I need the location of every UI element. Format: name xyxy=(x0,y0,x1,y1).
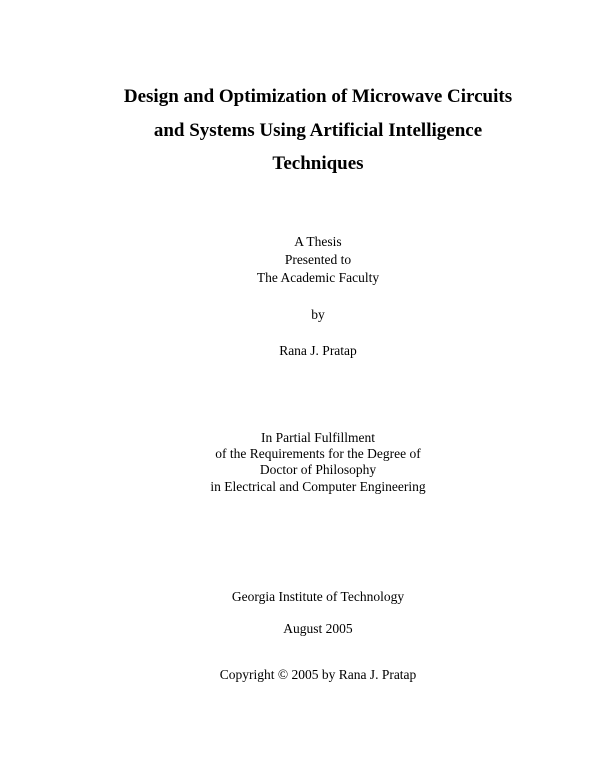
title-line-3: Techniques xyxy=(272,153,364,174)
submission-line-3: The Academic Faculty xyxy=(256,270,380,285)
copyright-notice: Copyright © 2005 by Rana J. Pratap xyxy=(219,667,417,682)
submission-line-2: Presented to xyxy=(284,252,352,267)
title-line-2: and Systems Using Artificial Intelligence xyxy=(153,120,483,141)
title-line-1: Design and Optimization of Microwave Circuits xyxy=(123,86,513,107)
fulfillment-line-2: of the Requirements for the Degree of xyxy=(215,446,421,461)
author-name: Rana J. Pratap xyxy=(279,343,357,358)
institution-name: Georgia Institute of Technology xyxy=(231,589,405,604)
submission-date: August 2005 xyxy=(283,621,353,636)
fulfillment-line-3: Doctor of Philosophy xyxy=(259,462,377,477)
by-label: by xyxy=(311,307,325,322)
submission-line-1: A Thesis xyxy=(294,234,342,249)
fulfillment-line-4: in Electrical and Computer Engineering xyxy=(210,479,426,494)
fulfillment-line-1: In Partial Fulfillment xyxy=(261,430,375,445)
